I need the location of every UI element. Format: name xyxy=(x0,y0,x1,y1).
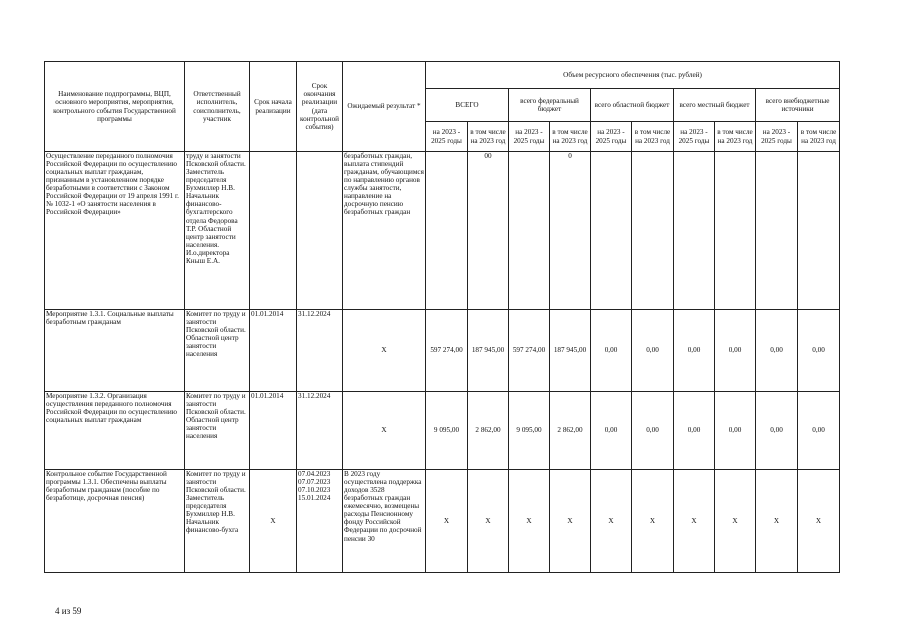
row-start: 01.01.2014 xyxy=(250,310,297,392)
row-value: 2 862,00 xyxy=(468,392,509,470)
row-value: X xyxy=(715,470,756,573)
row-value: 0,00 xyxy=(756,392,798,470)
row-value: 0,00 xyxy=(591,310,632,392)
row-value: 0,00 xyxy=(674,310,715,392)
row-result: В 2023 году осуществлена поддержка доходов 3528 безработных граждан ежемесячно, возмещены расходы Пенсионному фонду Российской Федерации по досрочной пенсии 30 xyxy=(343,470,426,573)
program-table xyxy=(44,61,840,573)
row-value: 597 274,00 xyxy=(509,310,550,392)
row-start: 01.01.2014 xyxy=(250,392,297,470)
table-row xyxy=(45,152,840,310)
row-result: X xyxy=(343,392,426,470)
row-value: 187 945,00 xyxy=(468,310,509,392)
row-end: 07.04.2023 07.07.2023 07.10.2023 15.01.2024 xyxy=(297,470,343,573)
table-row xyxy=(45,470,840,573)
header-responsible: Ответственный исполнитель, соисполнитель, участник xyxy=(185,62,250,152)
row-value: X xyxy=(509,470,550,573)
row-value xyxy=(426,152,468,310)
row-value: 9 095,00 xyxy=(426,392,468,470)
row-value: 0,00 xyxy=(632,310,674,392)
row-responsible: Комитет по труду и занятости Псковской области. Областной центр занятости населения xyxy=(185,392,250,470)
header-sub-year: в том числе на 2023 год xyxy=(715,122,756,152)
row-name: Мероприятие 1.3.1. Социальные выплаты безработным гражданам xyxy=(45,310,185,392)
row-value: 0,00 xyxy=(798,392,840,470)
row-value: 0,00 xyxy=(756,310,798,392)
row-value: X xyxy=(798,470,840,573)
header-name: Наименование подпрограммы, ВЦП, основного мероприятия, мероприятия, контрольного события Государственной программы xyxy=(45,62,185,152)
row-value: 0 xyxy=(550,152,591,310)
header-sub-year: в том числе на 2023 год xyxy=(468,122,509,152)
row-value: 597 274,00 xyxy=(426,310,468,392)
header-sub-year: в том числе на 2023 год xyxy=(798,122,840,152)
row-value: 0,00 xyxy=(715,310,756,392)
row-value: X xyxy=(756,470,798,573)
row-name: Осуществление переданного полномочия Российской Федерации по осуществлению социальных выплат гражданам, признанным в установленном порядке безработными в соответствии с Законом Российской Федерации от 19 апреля 1991 г. № 1032-1 «О занятости населения в Российской Федерации» xyxy=(45,152,185,310)
header-result: Ожидаемый результат * xyxy=(343,62,426,152)
row-responsible: труду и занятости Псковской области. Заместитель председателя Бухмиллер Н.В. Начальник финансово-бухгалтерского отдела Федорова Т.Р. Областной центр занятости населения. И.о.директора Кныш Е.А. xyxy=(185,152,250,310)
row-value: X xyxy=(674,470,715,573)
row-value: 2 862,00 xyxy=(550,392,591,470)
header-group-local: всего местный бюджет xyxy=(674,89,756,122)
row-result: X xyxy=(343,310,426,392)
row-end: 31.12.2024 xyxy=(297,310,343,392)
row-responsible: Комитет по труду и занятости Псковской области. Областной центр занятости населения xyxy=(185,310,250,392)
row-value: 0,00 xyxy=(674,392,715,470)
header-group-total: ВСЕГО xyxy=(426,89,509,122)
row-responsible: Комитет по труду и занятости Псковской области. Заместитель председателя Бухмиллер Н.В. Начальник финансово-бухга xyxy=(185,470,250,573)
row-value xyxy=(756,152,798,310)
row-name: Контрольное событие Государственной программы 1.3.1. Обеспечены выплаты безработным гражданам (пособие по безработице, досрочная пенсия) xyxy=(45,470,185,573)
row-name: Мероприятие 1.3.2. Организация осуществления переданного полномочия Российской Федерации по осуществлению социальных выплат гражданам xyxy=(45,392,185,470)
row-value: X xyxy=(426,470,468,573)
row-value: 9 095,00 xyxy=(509,392,550,470)
header-start: Срок начала реализации xyxy=(250,62,297,152)
header-end: Срок окончания реализации (дата контрольной события) xyxy=(297,62,343,152)
row-value xyxy=(632,152,674,310)
table-row xyxy=(45,310,840,392)
row-value xyxy=(715,152,756,310)
header-sub-total: на 2023 - 2025 годы xyxy=(674,122,715,152)
row-value xyxy=(798,152,840,310)
row-value: 187 945,00 xyxy=(550,310,591,392)
table-row xyxy=(45,392,840,470)
row-end xyxy=(297,152,343,310)
row-value: X xyxy=(632,470,674,573)
header-funding-title: Объем ресурсного обеспечения (тыс. рублей) xyxy=(426,62,840,89)
header-sub-year: в том числе на 2023 год xyxy=(550,122,591,152)
header-sub-total: на 2023 - 2025 годы xyxy=(509,122,550,152)
header-group-extrabudget: всего внебюджетные источники xyxy=(756,89,840,122)
row-value: X xyxy=(468,470,509,573)
header-sub-total: на 2023 - 2025 годы xyxy=(426,122,468,152)
page-number: 4 из 59 xyxy=(55,606,82,616)
header-sub-total: на 2023 - 2025 годы xyxy=(756,122,798,152)
header-sub-year: в том числе на 2023 год xyxy=(632,122,674,152)
row-value: 00 xyxy=(468,152,509,310)
row-end: 31.12.2024 xyxy=(297,392,343,470)
row-value: 0,00 xyxy=(798,310,840,392)
row-value: 0,00 xyxy=(591,392,632,470)
row-value: X xyxy=(550,470,591,573)
row-value: 0,00 xyxy=(715,392,756,470)
header-group-regional: всего областной бюджет xyxy=(591,89,674,122)
row-result: безработных граждан, выплата стипендий гражданам, обучающимся по направлению органов службы занятости, направление на досрочную пенсию безработных граждан xyxy=(343,152,426,310)
header-group-federal: всего федеральный бюджет xyxy=(509,89,591,122)
row-value xyxy=(509,152,550,310)
header-sub-total: на 2023 - 2025 годы xyxy=(591,122,632,152)
row-start: X xyxy=(250,470,297,573)
row-value xyxy=(591,152,632,310)
row-start xyxy=(250,152,297,310)
row-value xyxy=(674,152,715,310)
row-value: 0,00 xyxy=(632,392,674,470)
row-value: X xyxy=(591,470,632,573)
